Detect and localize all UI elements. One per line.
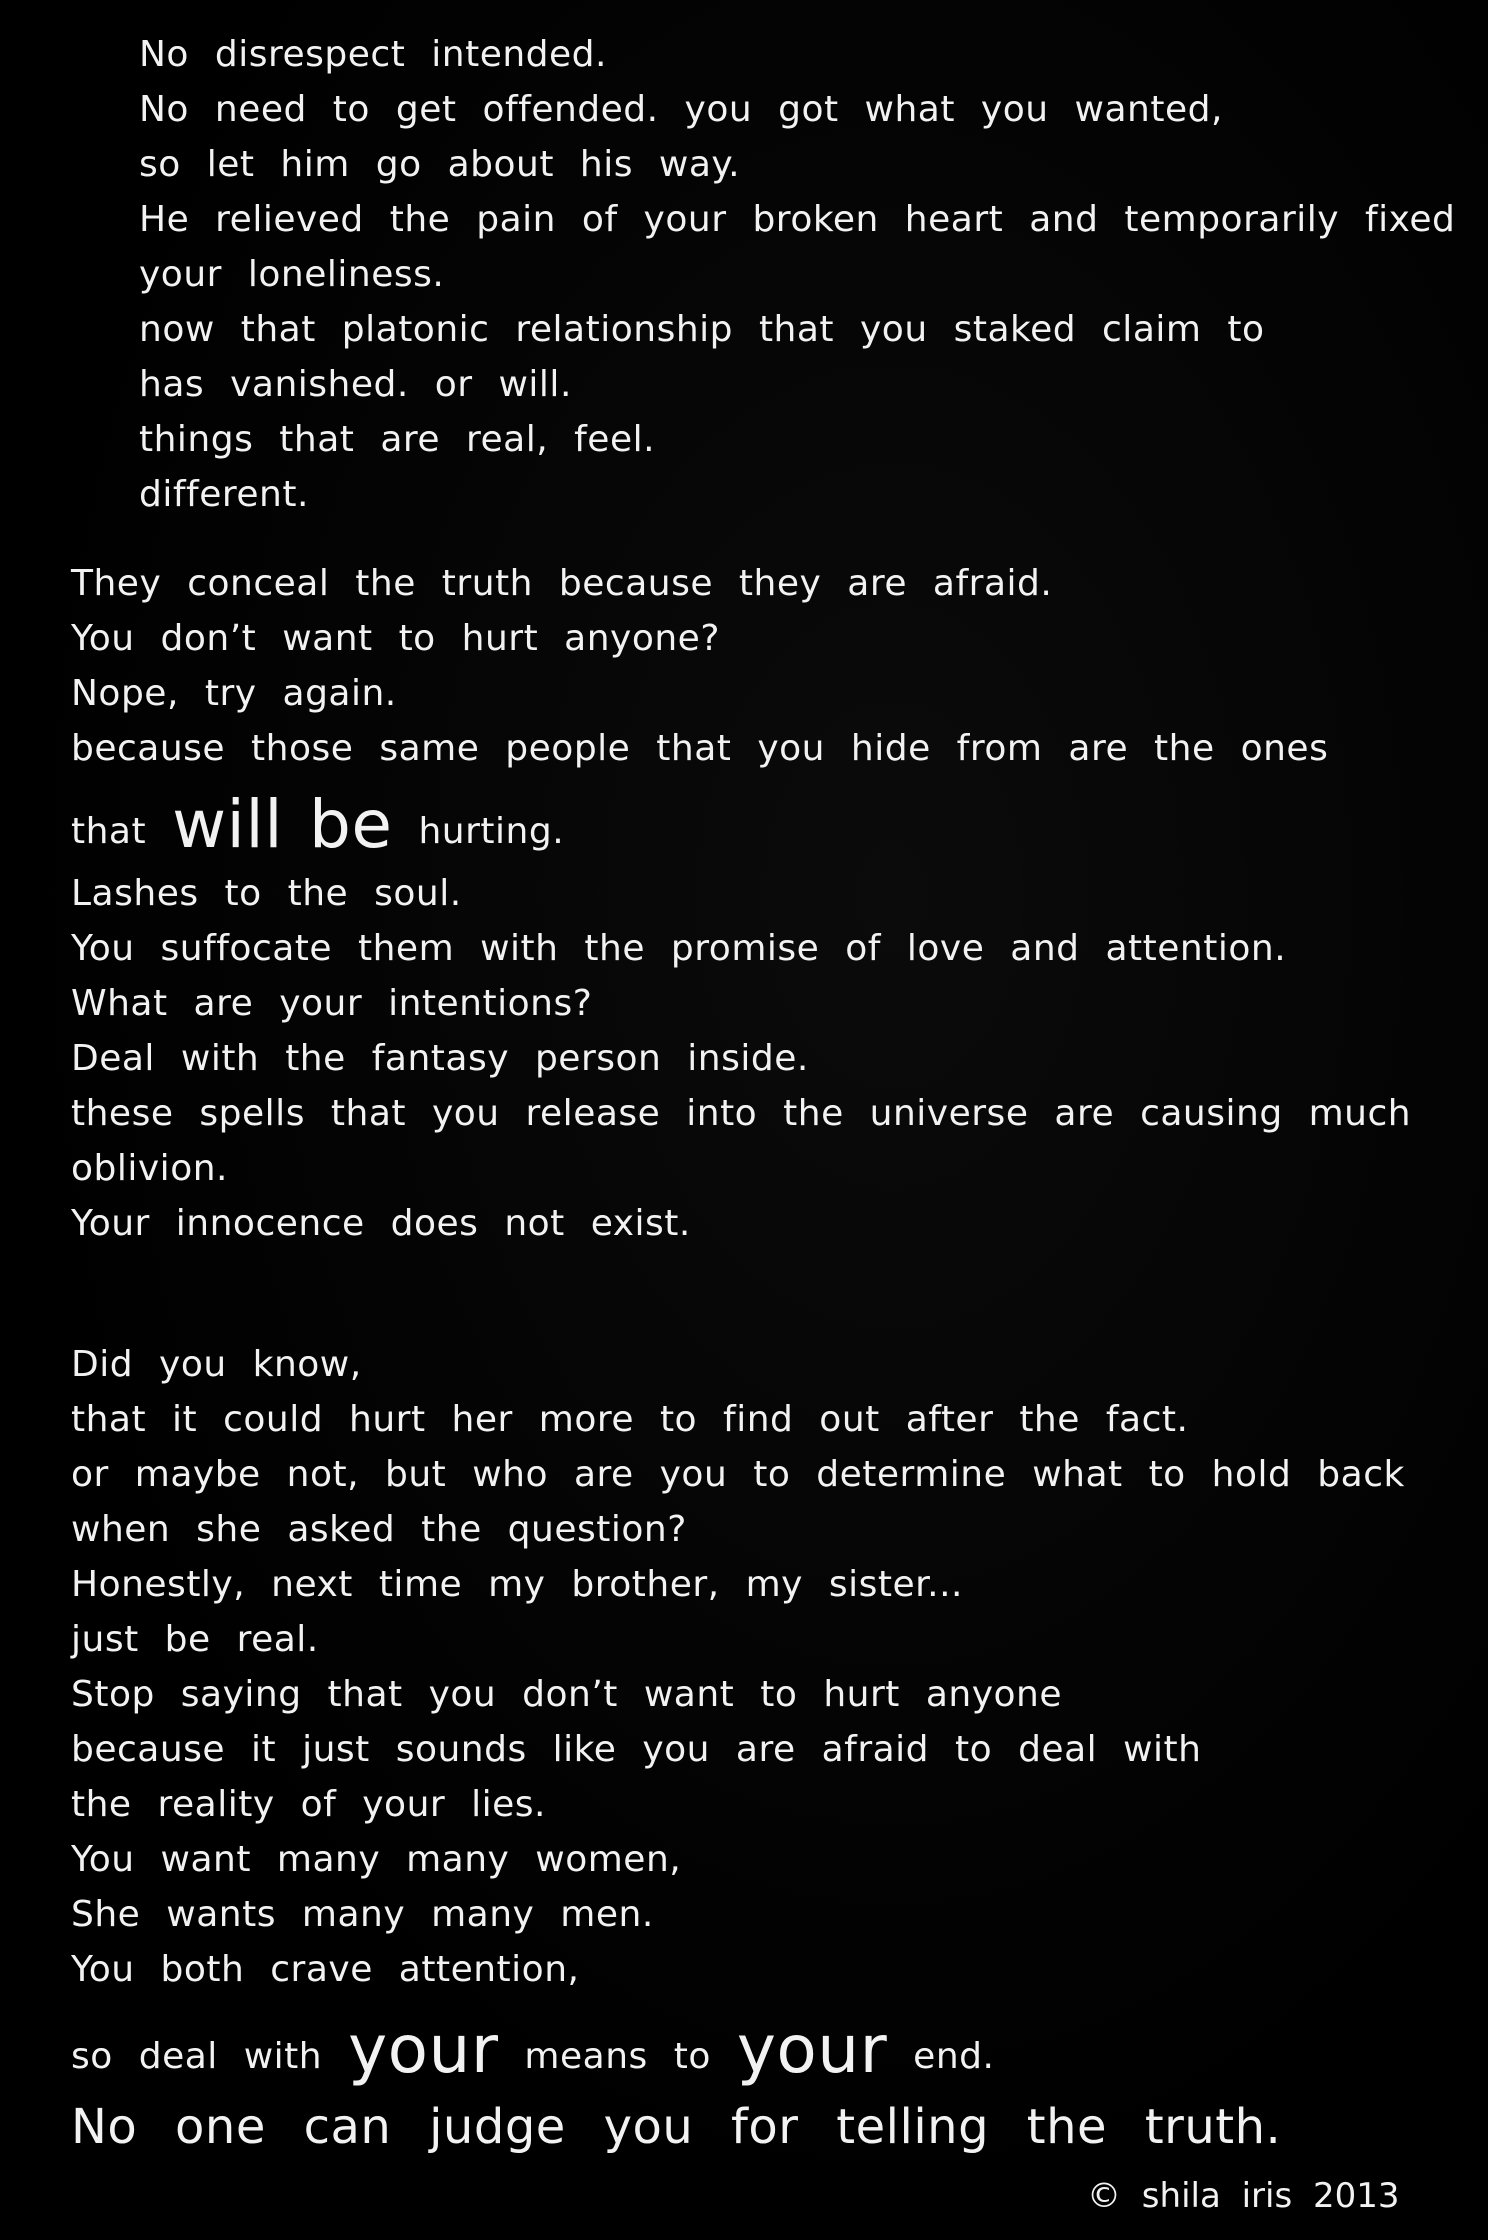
emphasis-be: be bbox=[309, 786, 393, 863]
poem-line: Lashes to the soul. bbox=[71, 873, 462, 914]
poem-line: Nope, try again. bbox=[71, 673, 397, 714]
poem-line: things that are real, feel. bbox=[139, 419, 656, 460]
means-post: end. bbox=[913, 2036, 995, 2077]
emphasis-your-2: your bbox=[736, 2011, 888, 2088]
poem-line: You don’t want to hurt anyone? bbox=[71, 618, 720, 659]
closing-line: No one can judge you for telling the truth. bbox=[71, 2099, 1282, 2155]
poem-line: She wants many many men. bbox=[71, 1894, 654, 1935]
poem-line: He relieved the pain of your broken heart and temporarily fixed bbox=[139, 199, 1456, 240]
poem-line: because it just sounds like you are afraid to deal with bbox=[71, 1729, 1202, 1770]
hurting-post: hurting. bbox=[418, 811, 565, 852]
copyright-signature: © shila iris 2013 bbox=[1087, 2176, 1400, 2216]
poem-line: Your innocence does not exist. bbox=[71, 1203, 691, 1244]
poem-line: the reality of your lies. bbox=[71, 1784, 546, 1825]
poem-line: You suffocate them with the promise of love and attention. bbox=[71, 928, 1287, 969]
poem-line: No need to get offended. you got what you wanted, bbox=[139, 89, 1223, 130]
poem-line: Did you know, bbox=[71, 1344, 362, 1385]
poem-line: Stop saying that you don’t want to hurt anyone bbox=[71, 1674, 1062, 1715]
poem-line: They conceal the truth because they are afraid. bbox=[71, 563, 1053, 604]
means-pre: so deal with bbox=[71, 2036, 323, 2077]
hurting-pre: that bbox=[71, 811, 147, 852]
poem-line: or maybe not, but who are you to determine what to hold back bbox=[71, 1454, 1405, 1495]
poem-line: You both crave attention, bbox=[71, 1949, 580, 1990]
poem-line: oblivion. bbox=[71, 1148, 228, 1189]
poem-line: so let him go about his way. bbox=[139, 144, 741, 185]
poem-line: different. bbox=[139, 474, 309, 515]
poem-line: You want many many women, bbox=[71, 1839, 682, 1880]
poem-line: has vanished. or will. bbox=[139, 364, 572, 405]
poem-line: just be real. bbox=[71, 1619, 319, 1660]
poem-line: Honestly, next time my brother, my sister... bbox=[71, 1564, 963, 1605]
poem-line: now that platonic relationship that you staked claim to bbox=[139, 309, 1265, 350]
poem-line: What are your intentions? bbox=[71, 983, 593, 1024]
poem-line: that it could hurt her more to find out after the fact. bbox=[71, 1399, 1189, 1440]
poem-line: Deal with the fantasy person inside. bbox=[71, 1038, 809, 1079]
poem-line: because those same people that you hide from are the ones bbox=[71, 728, 1329, 769]
poem-line: when she asked the question? bbox=[71, 1509, 687, 1550]
poem-line-means bbox=[71, 2011, 995, 2088]
poem-line: No disrespect intended. bbox=[139, 34, 607, 75]
means-mid: means to bbox=[524, 2036, 711, 2077]
poem-line: your loneliness. bbox=[139, 254, 445, 295]
emphasis-will: will bbox=[172, 786, 284, 863]
emphasis-your-1: your bbox=[348, 2011, 499, 2088]
poem-line: these spells that you release into the universe are causing much bbox=[71, 1093, 1412, 1134]
poem-line-hurting bbox=[71, 786, 565, 863]
